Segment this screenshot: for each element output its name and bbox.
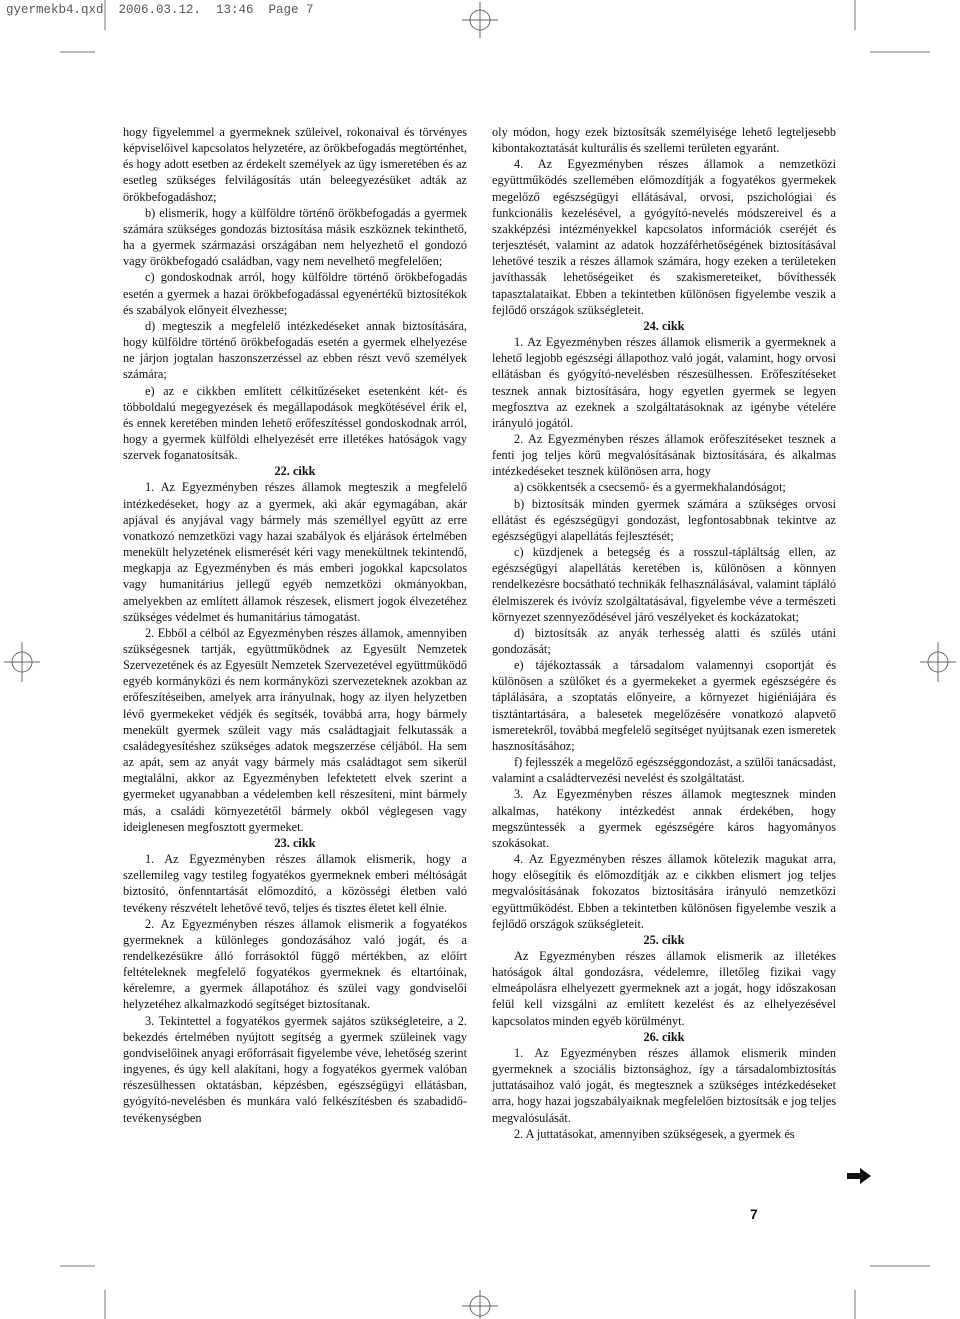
crop-mark-bottom-right [830, 1250, 930, 1319]
crop-mark-bottom-left [60, 1250, 120, 1319]
right-arrow-icon [846, 1166, 872, 1186]
crop-mark-top-right [830, 0, 930, 80]
paragraph: c) gondoskodnak arról, hogy külföldre történő örökbefogadás esetén a gyermek a hazai örökbefogadással egyenértékű biztosítékok és szabályok előnyeit élvezhesse; [123, 270, 467, 317]
registration-mark-top [462, 2, 498, 38]
paragraph: 2. A juttatásokat, amennyiben szükségesek, a gyermek és [514, 1126, 795, 1141]
paragraph: d) megteszik a megfelelő intézkedéseket annak biztosítására, hogy külföldre történő örökbefogadás esetén a gyermek elhelyezése ne járjon jogtalan haszonszerzéssel az ebben részt vevő személyek számára; [123, 318, 467, 382]
article-heading: 24. cikk [643, 318, 685, 333]
paragraph: f) fejlesszék a megelőző egészséggondozást, a szülői tanácsadást, valamint a családtervezési nevelést és szolgáltatást. [492, 755, 836, 786]
article-heading: 22. cikk [274, 464, 316, 479]
paragraph: 1. Az Egyezményben részes államok elismerik minden gyermeknek a szociális biztonsághoz, így a társadalombiztosítás juttatásaihoz való jogát, és megtesznek a szükséges intézkedéseket arra, hogy hazai jogszabályaiknak megfelelően biztosítsák e jog teljes megvalósulását. [492, 1045, 836, 1125]
paragraph: 2. Az Egyezményben részes államok elismerik a fogyatékos gyermeknek a különleges gondozásához való jogát, és a rendelkezésükre álló forrásoktól függő mértékben, az előírt feltételeknek megfelelő fogyatékos gyermeknek és eltartóinak, kérelemre, a gyermek állapotához és szülei vagy gondviselői helyzetéhez alkalmazkodó segítséget biztosítanak. [123, 916, 467, 1012]
paragraph: e) az e cikkben említett célkitűzéseket esetenként két- és többoldalú megegyezések és megállapodások megkötésével érik el, és ennek keretében minden lehető erőfeszítéssel gondoskodnak arról, hogy a gyermek külföldi elhelyezését erre illetékes hatóságok vagy szervek foganatosítsák. [123, 383, 467, 463]
crop-mark-top-left [60, 0, 120, 80]
paragraph: 2. Ebből a célból az Egyezményben részes államok, amennyiben szükségesnek tartják, együttműködnek az Egyesült Nemzetek Szervezetének és az Egyesült Nemzetek Szervezetével együttműködő egyéb kormányközi és nem kormányközi szervezeteknek azokban az erőfeszítéseiben, amelyek arra irányulnak, hogy az ilyen helyzetben lévő gyermekeket védjék és segítsék, továbbá arra, hogy bármely menekült gyermek szüleit vagy más családtagjait felkutassák a családegyesítéshez szükséges adatok megszerzése céljából. Ha sem az apát, sem az anyát vagy bármely más családtagot sem sikerül megtalálni, akkor az Egyezményben lefektetett elvek szerint a gyermeket ugyanabban a védelemben kell részesíteni, mint bármely más, a családi környezetétől bármely okból véglegesen vagy ideiglenesen megfosztott gyermeket. [123, 625, 467, 834]
paragraph: b) elismerik, hogy a külföldre történő örökbefogadás a gyermek számára szükséges gondozás biztosítása másik eszköznek tekinthető, ha a gyermek származási országában nem helyezhető el gondozó vagy örökbefogadó családban, vagy nem nevelhető megfelelően; [123, 205, 467, 269]
paragraph: 4. Az Egyezményben részes államok kötelezik magukat arra, hogy elősegítik és előmozdítják az e cikkben elismert jog teljes megvalósításának fokozatos biztosítására irányuló nemzetközi együttműködést. Ebben a tekintetben különösen figyelembe veszik a fejlődő országok szükségleteit. [492, 852, 836, 931]
paragraph: e) tájékoztassák a társadalom valamennyi csoportját és különösen a szülőket és a gyermekeket a gyermek egészségére és táplálására, a szoptatás előnyeire, a környezet higiéniájára és tisztántartására, a balesetek megelőzésére vonatkozó alapvető ismeretekről, továbbá megfelelő segítséget nyújtsanak ezen ismeretek hasznosításához; [492, 658, 836, 753]
right-text-column [492, 124, 836, 1142]
article-heading: 26. cikk [643, 1029, 685, 1044]
paragraph: c) küzdjenek a betegség és a rosszul-tápláltság ellen, az egészségügyi alapellátás keretében is, különösen a könnyen rendelkezésre bocsátható technikák felhasználásával, valamint tápláló élelmiszerek és ivóvíz szolgáltatásával, figyelembe véve a természeti környezet szennyeződésével járó veszélyeket és kockázatokat; [492, 545, 836, 624]
paragraph: 3. Tekintettel a fogyatékos gyermek sajátos szükségleteire, a 2. bekezdés értelmében nyújtott segítség a gyermek szüleinek vagy gondviselőinek anyagi erőforrásait figyelembe véve, lehetőség szerint ingyenes, és úgy kell alakítani, hogy a fogyatékos gyermek valóban részesülhessen oktatásban, képzésben, egészségügyi ellátásban, gyógyító-nevelésben és munkára való felkészítésben és szabadidő-tevékenységben [123, 1013, 467, 1125]
registration-mark-right [920, 642, 956, 682]
page-number: 7 [750, 1206, 758, 1222]
article-heading: 23. cikk [274, 835, 316, 850]
paragraph: oly módon, hogy ezek biztosítsák személyisége lehető legteljesebb kibontakoztatását kulturális és szellemi területen egyaránt. [492, 125, 836, 156]
left-text-column [123, 124, 467, 1126]
paragraph: b) biztosítsák minden gyermek számára a szükséges orvosi ellátást és egészségügyi gondozást, legfontosabbnak tekintve az egészségügyi alapellátás fejlesztését; [492, 496, 836, 543]
paragraph: 2. Az Egyezményben részes államok erőfeszítéseket tesznek a fenti jog teljes körű megvalósításának biztosítására, és alkalmas intézkedéseket tesznek különösen arra, hogy [492, 431, 836, 479]
paragraph: Az Egyezményben részes államok elismerik az illetékes hatóságok által gondozásra, védelemre, illetőleg fizikai vagy elmeápolásra elhelyezett gyermeknek azt a jogát, hogy időszakosan felül kell vizsgálni az említett kezelést és az elhelyezésével kapcsolatos minden egyéb körülményt. [492, 948, 836, 1028]
paragraph: 1. Az Egyezményben részes államok megteszik a megfelelő intézkedéseket, hogy az a gyermek, aki akár egymagában, akár apjával és anyjával vagy bármely más személlyel együtt az erre vonatkozó nemzetközi vagy hazai szabályok és eljárások értelmében menekült helyzetének elismerését kéri vagy menekültnek tekintendő, megkapja az Egyezményben és más emberi jogokkal kapcsolatos vagy humanitárius jellegű egyéb nemzetközi okmányokban, amelyekben az említett államok részesek, elismert jogok élvezetéhez szükséges védelmet és humanitárius támogatást. [123, 480, 467, 624]
paragraph: 4. Az Egyezményben részes államok a nemzetközi együttműködés szellemében előmozdítják a fogyatékos gyermekek megelőző egészségügyi ellátásával, orvosi, pszichológiai és funkcionális kezelésével, a gyógyító-nevelés módszereivel és a szakképzési intézményekkel kapcsolatos információk cseréjét és terjesztését, valamint az adatok hozzáférhetőségének biztosításával lehetővé teszik a részes államok számára, hogy ezeken a területeken javíthassák lehetőségeiket és szakismereteiket, bővíthessék tapasztalataikat. Ebben a tekintetben különösen figyelembe veszik a fejlődő országok szükségleteit. [492, 157, 836, 317]
paragraph: hogy figyelemmel a gyermeknek szüleivel, rokonaival és törvényes képviselőivel kapcsolatos helyzetére, az örökbefogadás megtörténhet, és hogy adott esetben az érdekelt személyek az ügy ismeretében és az esetleg szükséges felvilágosítás után beleegyezésüket adták az örökbefogadáshoz; [123, 125, 467, 204]
paragraph: d) biztosítsák az anyák terhesség alatti és szülés utáni gondozását; [492, 625, 836, 656]
registration-mark-bottom [462, 1290, 498, 1319]
paragraph: 1. Az Egyezményben részes államok elismerik a gyermeknek a lehető legjobb egészségi állapothoz való jogát, valamint, hogy orvosi ellátásban és gyógyító-nevelésben részesülhessen. Erőfeszítéseket tesznek annak biztosítására, hogy egyetlen gyermek se legyen megfosztva az ezeknek a szolgáltatásoknak az igénybe vételére irányuló jogától. [492, 335, 836, 430]
article-heading: 25. cikk [643, 932, 685, 947]
paragraph: a) csökkentsék a csecsemő- és a gyermekhalandóságot; [514, 480, 786, 495]
paragraph: 3. Az Egyezményben részes államok megtesznek minden alkalmas, hatékony intézkedést annak érdekében, hogy megszüntessék a gyermek egészségére káros hagyományos szokásokat. [492, 787, 836, 850]
registration-mark-left [4, 642, 40, 682]
print-slug: gyermekb4.qxd 2006.03.12. 13:46 Page 7 [6, 3, 314, 17]
paragraph: 1. Az Egyezményben részes államok elismerik, hogy a szellemileg vagy testileg fogyatékos gyermeknek emberi méltóságát biztosító, önfenntartását előmozdító, a közösségi életben való tevékeny részvételt lehetővé tevő, teljes és tisztes életet kell élnie. [123, 852, 467, 915]
